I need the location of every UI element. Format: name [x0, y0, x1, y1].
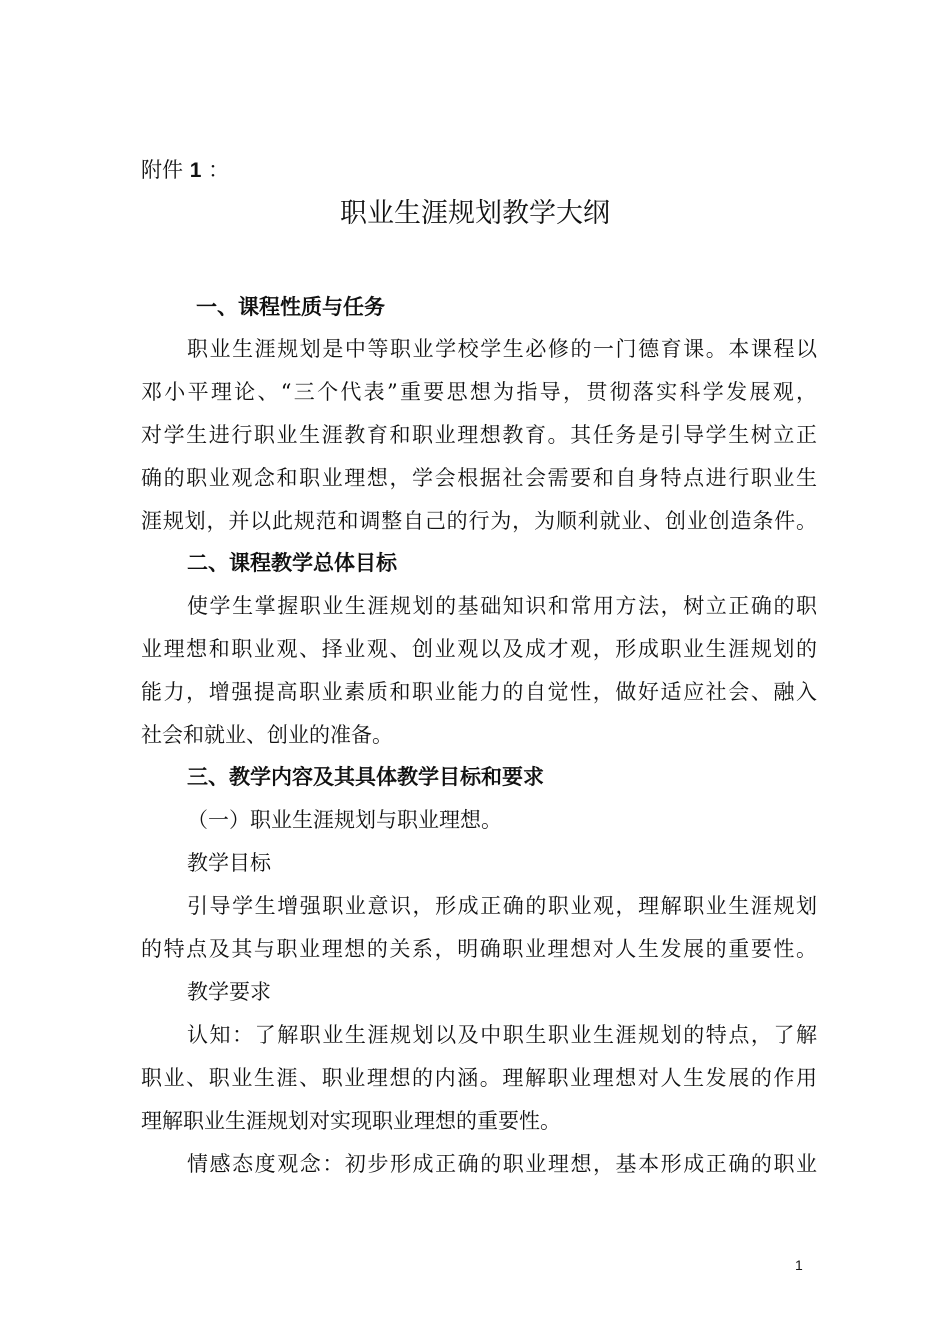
paragraph-line: 引导学生增强职业意识，形成正确的职业观，理解职业生涯规划: [187, 894, 817, 918]
teaching-goal-label: 教学目标: [187, 851, 271, 875]
paragraph-line: 理解职业生涯规划对实现职业理想的重要性。: [141, 1109, 561, 1133]
section-heading-3: 三、教学内容及其具体教学目标和要求: [187, 765, 544, 789]
attachment-colon: ：: [208, 158, 230, 182]
section-heading-1: 一、课程性质与任务: [196, 295, 385, 319]
paragraph-line: 业理想和职业观、择业观、创业观以及成才观，形成职业生涯规划的: [141, 637, 817, 661]
paragraph-line: 对学生进行职业生涯教育和职业理想教育。其任务是引导学生树立正: [141, 423, 817, 447]
paragraph-line: 能力，增强提高职业素质和职业能力的自觉性，做好适应社会、融入: [141, 680, 817, 704]
paragraph-line: 认知：了解职业生涯规划以及中职生职业生涯规划的特点，了解: [187, 1023, 817, 1047]
paragraph-line: 的特点及其与职业理想的关系，明确职业理想对人生发展的重要性。: [141, 937, 817, 961]
attachment-number: 1: [189, 159, 202, 182]
teaching-requirement-label: 教学要求: [187, 980, 271, 1004]
section-heading-2: 二、课程教学总体目标: [187, 551, 397, 575]
page-number: 1: [795, 1257, 803, 1273]
attachment-text: 附件: [141, 158, 183, 182]
paragraph-line: 使学生掌握职业生涯规划的基础知识和常用方法，树立正确的职: [187, 594, 817, 618]
subsection-heading: （一）职业生涯规划与职业理想。: [187, 808, 502, 832]
paragraph-line: 邓小平理论、“三个代表”重要思想为指导，贯彻落实科学发展观，: [141, 380, 817, 404]
paragraph-line: 确的职业观念和职业理想，学会根据社会需要和自身特点进行职业生: [141, 466, 817, 490]
paragraph-line: 职业生涯规划是中等职业学校学生必修的一门德育课。本课程以: [187, 337, 817, 361]
document-title: 职业生涯规划教学大纲: [340, 198, 610, 229]
attachment-label: [141, 155, 229, 186]
paragraph-line: 职业、职业生涯、职业理想的内涵。理解职业理想对人生发展的作用: [141, 1066, 817, 1090]
paragraph-line: 社会和就业、创业的准备。: [141, 723, 393, 747]
paragraph-line: 涯规划，并以此规范和调整自己的行为，为顺利就业、创业创造条件。: [141, 509, 817, 533]
paragraph-line: 情感态度观念：初步形成正确的职业理想，基本形成正确的职业: [187, 1152, 817, 1176]
